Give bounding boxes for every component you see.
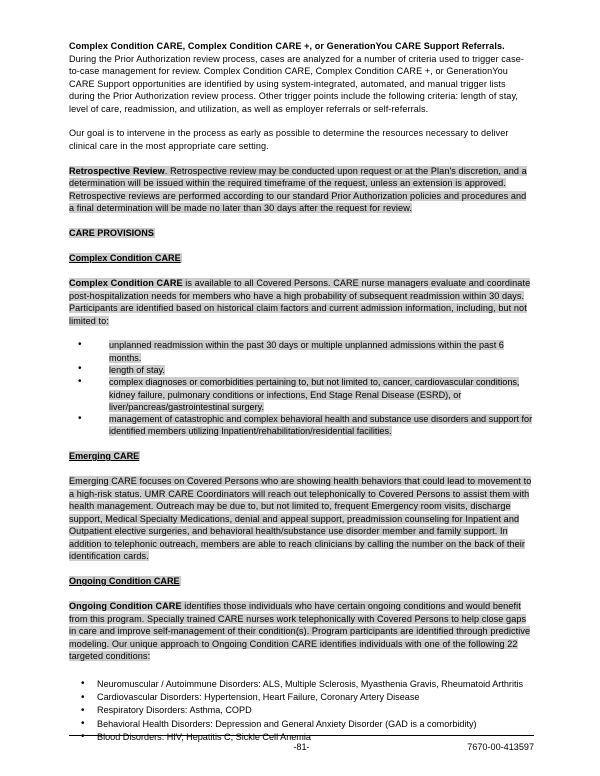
emerging-care-heading bbox=[69, 450, 534, 463]
footer-document-code: 7670-00-413597 bbox=[467, 742, 534, 752]
bullet-icon: • bbox=[81, 678, 85, 690]
list-item-text: Neuromuscular / Autoimmune Disorders: ALS, Multiple Sclerosis, Myasthenia Gravis, Rheumatoid Arthritis bbox=[97, 678, 524, 689]
list-item-text: Cardiovascular Disorders: Hypertension, Heart Failure, Coronary Artery Disease bbox=[97, 692, 420, 703]
complex-condition-care-heading-text: Complex Condition CARE bbox=[69, 253, 181, 264]
bullet-icon: • bbox=[81, 731, 85, 743]
complex-condition-care-heading-wrap bbox=[69, 252, 534, 265]
bullet-icon: • bbox=[78, 338, 82, 350]
list-item-text: Behavioral Health Disorders: Depression and General Anxiety Disorder (GAD is a comorbidity) bbox=[97, 718, 477, 729]
emerging-care-paragraph bbox=[69, 475, 534, 563]
ongoing-condition-care-paragraph bbox=[69, 600, 534, 663]
list-item bbox=[69, 691, 534, 704]
ongoing-condition-care-paragraph-lead: Ongoing Condition CARE bbox=[69, 601, 182, 612]
list-item-text: length of stay. bbox=[109, 364, 165, 375]
complex-condition-care-paragraph-lead: Complex Condition CARE bbox=[69, 278, 183, 288]
goal-paragraph-body: Our goal is to intervene in the process as early as possible to determine the resources necessary to deliver clinical care in the most appropriate care setting. bbox=[69, 128, 509, 152]
list-item-text: unplanned readmission within the past 30 days or multiple unplanned admissions within the past 6 months. bbox=[109, 340, 504, 363]
document-body bbox=[69, 40, 534, 744]
list-item-text: complex diagnoses or comorbidities pertaining to, but not limited to, cancer, cardiovascular conditions, kidney failure, pulmonary conditions or infections, End Stage Renal Disease (ESRD), or liver/pancreas/gastrointestinal surgery. bbox=[109, 377, 520, 412]
list-item bbox=[69, 339, 534, 364]
care-provisions-heading-text: CARE PROVISIONS bbox=[69, 228, 154, 239]
complex-condition-care-paragraph bbox=[69, 277, 534, 327]
bullet-icon: • bbox=[81, 704, 85, 716]
footer-row bbox=[69, 740, 534, 754]
bullet-icon: • bbox=[81, 718, 85, 730]
care-provisions-heading-wrap bbox=[69, 227, 534, 240]
list-item bbox=[69, 376, 534, 413]
bullet-icon: • bbox=[78, 363, 82, 375]
ongoing-condition-care-heading bbox=[69, 575, 534, 588]
bullet-icon: • bbox=[78, 375, 82, 387]
page-footer bbox=[69, 735, 534, 754]
list-item-text: management of catastrophic and complex behavioral health and substance use disorders and support for identified members utilizing Inpatient/rehabilitation/residential facilities. bbox=[109, 414, 533, 437]
retrospective-review-paragraph bbox=[69, 165, 534, 215]
footer-divider bbox=[69, 735, 534, 736]
bullet-icon: • bbox=[78, 412, 82, 424]
referrals-paragraph-body: During the Prior Authorization review process, cases are analyzed for a number of criteria used to trigger case-to-case management for review. Complex Condition CARE, Complex Condition CARE +, or GenerationYou CARE Support opportunities are identified by using system-integrated, automated, and manual trigger lists during the Prior Authorization review process. Other trigger points include the following criteria: length of stay, level of care, readmission, and utilization, as well as employer referrals or self-referrals. bbox=[69, 53, 524, 114]
emerging-care-heading-wrap bbox=[69, 450, 534, 463]
emerging-care-heading-text: Emerging CARE bbox=[69, 451, 140, 462]
care-provisions-heading bbox=[69, 227, 534, 240]
ongoing-condition-care-paragraph-body: identifies those individuals who have certain ongoing conditions and would benefit from this program. Specially trained CARE nurses work telephonically with Covered Persons to help close gaps in care and improve self-management of their condition(s). Program participants are identified through predictive modeling. Our unique approach to Ongoing Condition CARE identifies individuals with one of the following 22 targeted conditions: bbox=[69, 601, 531, 662]
complex-condition-care-heading bbox=[69, 252, 534, 265]
ongoing-condition-care-heading-text: Ongoing Condition CARE bbox=[69, 576, 180, 587]
goal-paragraph bbox=[69, 127, 534, 152]
referrals-paragraph-lead: Complex Condition CARE, Complex Condition CARE +, or GenerationYou CARE Support Referrals. bbox=[69, 41, 505, 51]
list-item-text: Respiratory Disorders: Asthma, COPD bbox=[97, 705, 252, 716]
complex-condition-care-paragraph-body: is available to all Covered Persons. CARE nurse managers evaluate and coordinate post-hospitalization needs for members who have a high probability of subsequent readmission within 30 days. Participants are identified based on historical claim factors and current admission information, including, but not limited to: bbox=[69, 278, 531, 326]
footer-page-number: -81- bbox=[293, 742, 310, 752]
list-item bbox=[69, 364, 534, 376]
referrals-paragraph bbox=[69, 40, 534, 115]
list-item bbox=[69, 704, 534, 717]
list-item-text: Blood Disorders: HIV, Hepatitis C, Sickle Cell Anemia bbox=[97, 731, 311, 742]
list-item bbox=[69, 413, 534, 438]
bullet-icon: • bbox=[81, 691, 85, 703]
retrospective-review-body: . Retrospective review may be conducted upon request or at the Plan's discretion, and a determination will be issued within the required timeframe of the request, unless an extension is approved. Retrospective reviews are performed according to our standard Prior Authorization policies and procedures and a final determination will be made no later than 30 days after the request for review. bbox=[69, 165, 527, 214]
ongoing-condition-care-heading-wrap bbox=[69, 575, 534, 588]
complex-condition-bullet-list bbox=[69, 339, 534, 437]
list-item bbox=[69, 718, 534, 731]
list-item bbox=[69, 678, 534, 691]
retrospective-review-lead: Retrospective Review bbox=[69, 165, 165, 176]
emerging-care-paragraph-body: Emerging CARE focuses on Covered Persons who are showing health behaviors that could lead to movement to a high-risk status. UMR CARE Coordinators will reach out telephonically to Covered Persons to assist them with health management. Outreach may be due to, but not limited to, frequent Emergency room visits, discharge support, Medical Specialty Medications, denial and appeal support, preadmission counseling for Inpatient and Outpatient elective surgeries, and behavioral health/substance use disorder member and family support. In addition to telephonic outreach, members are able to reach clinicians by calling the number on the back of their identification cards. bbox=[69, 476, 532, 562]
